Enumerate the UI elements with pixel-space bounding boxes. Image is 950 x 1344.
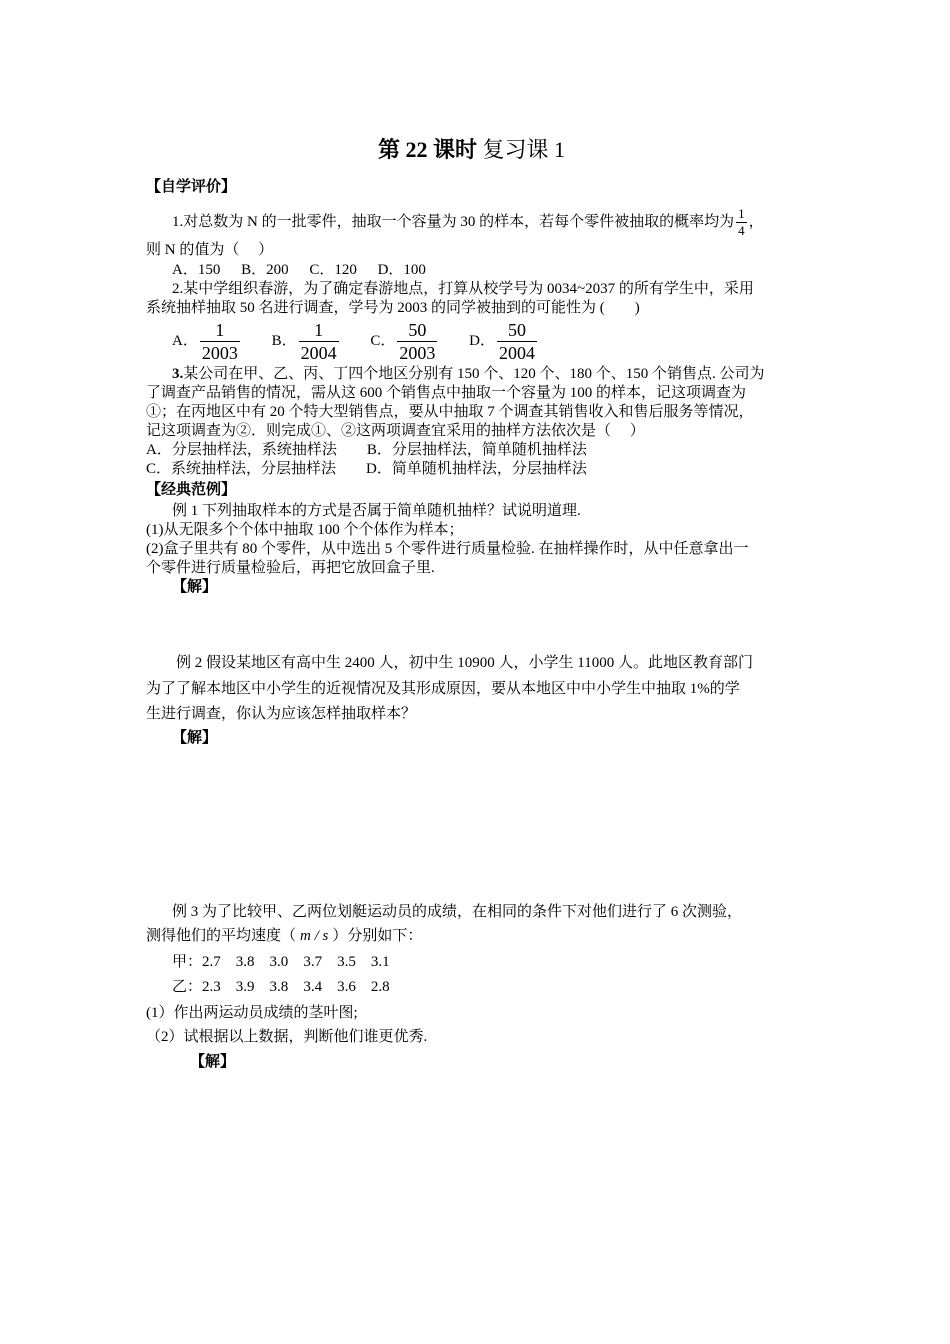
question-1-options: A．150 B．200 C．120 D．100 — [172, 262, 426, 278]
example-3-question-1: (1）作出两运动员成绩的茎叶图; — [146, 1005, 358, 1021]
example-2-line2: 为了了解本地区中小学生的近视情况及其形成原因，要从本地区中中小学生中抽取 1%的学 — [146, 681, 740, 697]
question-2-line2: 系统抽样抽取 50 名进行调查，学号为 2003 的同学被抽到的可能性为 ( ) — [146, 300, 640, 316]
question-3-line3: ①；在丙地区中有 20 个特大型销售点，要从中抽取 7 个调查其销售收入和售后服务等情况， — [146, 404, 754, 420]
option-b-fraction: $\frac{1}{2004}$ — [300, 320, 337, 364]
question-2-options — [172, 318, 539, 364]
example-1-line2: (1)从无限多个个体中抽取 100 个个体作为样本； — [146, 522, 464, 538]
example-1-solution: 【解】 — [172, 579, 218, 595]
question-3-line1: 3.某公司在甲、乙、丙、丁四个地区分别有 150 个、120 个、180 个、150 个销售点. 公司为 — [172, 366, 765, 382]
question-3-option-ab: A．分层抽样法，系统抽样法 B．分层抽样法，简单随机抽样法 — [146, 442, 587, 458]
example-3-line1: 例 3 为了比较甲、乙两位划艇运动员的成绩，在相同的条件下对他们进行了 6 次测验， — [172, 904, 743, 920]
page-title — [378, 137, 565, 163]
question-3-line4: 记这项调查为②．则完成①、②这两项调查宜采用的抽样方法依次是（ ） — [146, 423, 645, 439]
example-1-line1: 例 1 下列抽取样本的方式是否属于简单随机抽样？试说明道理. — [172, 503, 581, 519]
option-a: A． $\frac{1}{2003}$ — [172, 320, 238, 364]
velocity-unit: m / s — [300, 928, 329, 944]
example-2-line3: 生进行调查，你认为应该怎样抽取样本？ — [146, 706, 417, 722]
example-3-jia-row: 甲：2.7 3.8 3.0 3.7 3.5 3.1 — [172, 954, 390, 970]
option-a-fraction: $\frac{1}{2003}$ — [201, 320, 238, 364]
example-2-line1: 例 2 假设某地区有高中生 2400 人，初中生 10900 人，小学生 11000 人。此地区教育部门 — [176, 655, 753, 671]
question-1-line2: 则 N 的值为（ ） — [146, 242, 274, 258]
example-1-line4: 个零件进行质量检验后，再把它放回盒子里. — [146, 560, 435, 576]
example-1-line3: (2)盒子里共有 80 个零件，从中选出 5 个零件进行质量检验. 在抽样操作时，从中任意拿出一 — [146, 541, 749, 557]
example-3-solution: 【解】 — [190, 1054, 236, 1070]
example-3-line2: 测得他们的平均速度（ m / s ）分别如下： — [146, 928, 423, 944]
option-c: C． $\frac{50}{2003}$ — [370, 320, 436, 364]
question-3-line2: 了调查产品销售的情况，需从这 600 个销售点中抽取一个容量为 100 的样本，记这项调查为 — [146, 385, 747, 401]
example-3-question-2: （2）试根据以上数据，判断他们谁更优秀. — [146, 1029, 428, 1045]
example-2-solution: 【解】 — [172, 730, 218, 746]
section-self-evaluation: 【自学评价】 — [146, 179, 237, 195]
section-classic-examples: 【经典范例】 — [146, 482, 237, 498]
probability-fraction: $\frac{1}{4}$ — [738, 206, 745, 239]
title-main: 第 22 课时 — [378, 137, 478, 162]
question-1-text: 1.对总数为 N 的一批零件，抽取一个容量为 30 的样本，若每个零件被抽取的概率均为 — [172, 214, 735, 230]
question-3-option-cd: C．系统抽样法，分层抽样法 D．简单随机抽样法，分层抽样法 — [146, 461, 587, 477]
title-sub: 复习课 1 — [482, 137, 566, 162]
question-2-line1: 2.某中学组织春游，为了确定春游地点，打算从校学号为 0034~2037 的所有学生中，采用 — [172, 281, 754, 297]
option-c-fraction: $\frac{50}{2003}$ — [399, 320, 436, 364]
question-1: 1.对总数为 N 的一批零件，抽取一个容量为 30 的样本，若每个零件被抽取的概率均为 $\frac{1}{4}$ ， — [172, 206, 764, 239]
option-b: B． $\frac{1}{2004}$ — [271, 320, 337, 364]
option-d-fraction: $\frac{50}{2004}$ — [498, 320, 535, 364]
example-3-yi-row: 乙：2.3 3.9 3.8 3.4 3.6 2.8 — [172, 979, 390, 995]
option-d: D． $\frac{50}{2004}$ — [469, 320, 535, 364]
